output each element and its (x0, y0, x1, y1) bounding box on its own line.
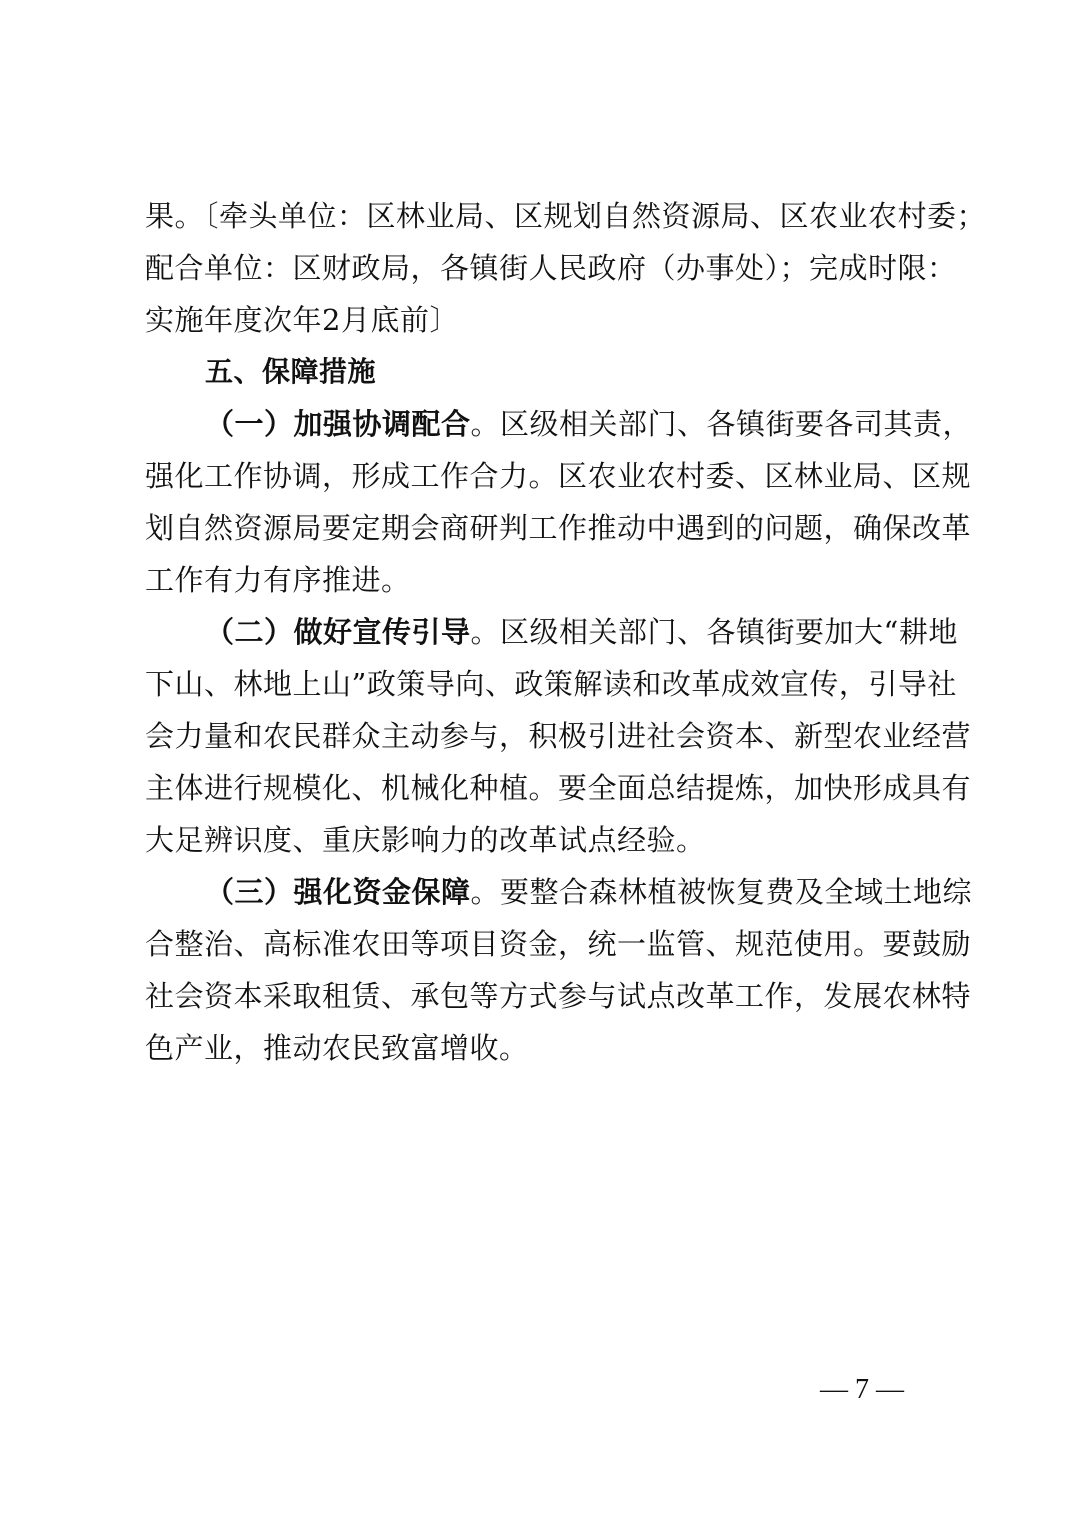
text-line: 主体进行规模化、机械化种植。要全面总结提炼，加快形成具有 (145, 771, 972, 805)
paragraph-3-lead: （三）强化资金保障 (205, 875, 471, 909)
text-line: 果。〔牵头单位：区林业局、区规划自然资源局、区农业农村委； (145, 199, 987, 233)
text-line: 社会资本采取租赁、承包等方式参与试点改革工作，发展农林特 (145, 979, 972, 1013)
paragraph-1-line1-text: 。区级相关部门、各镇街要各司其责， (470, 407, 973, 441)
text-line: 实施年度次年2月底前〕 (145, 303, 459, 337)
paragraph-2-first-line (145, 606, 958, 658)
paragraph-2-line1-text: 。区级相关部门、各镇街要加大“耕地 (470, 615, 958, 649)
text-line: 大足辨识度、重庆影响力的改革试点经验。 (145, 823, 706, 857)
text-line: 下山、林地上山”政策导向、政策解读和改革成效宣传，引导社 (145, 667, 957, 701)
paragraph-2-lead: （二）做好宣传引导 (205, 615, 471, 649)
paragraph-1-first-line (145, 398, 973, 450)
paragraph-3-line1-text: 。要整合森林植被恢复费及全域土地综 (470, 875, 973, 909)
text-line: 合整治、高标准农田等项目资金，统一监管、规范使用。要鼓励 (145, 927, 972, 961)
text-line: 强化工作协调，形成工作合力。区农业农村委、区林业局、区规 (145, 459, 972, 493)
text-line: 会力量和农民群众主动参与，积极引进社会资本、新型农业经营 (145, 719, 972, 753)
text-line: 色产业，推动农民致富增收。 (145, 1031, 529, 1065)
paragraph-1-lead: （一）加强协调配合 (205, 407, 471, 441)
section-heading: 五、保障措施 (205, 355, 377, 388)
paragraph-3-first-line (145, 866, 973, 918)
document-body (145, 190, 987, 1074)
page-number: — 7 — (820, 1374, 904, 1405)
text-line: 配合单位：区财政局，各镇街人民政府（办事处）；完成时限： (145, 251, 957, 285)
text-line: 划自然资源局要定期会商研判工作推动中遇到的问题，确保改革 (145, 511, 972, 545)
text-line: 工作有力有序推进。 (145, 563, 411, 597)
